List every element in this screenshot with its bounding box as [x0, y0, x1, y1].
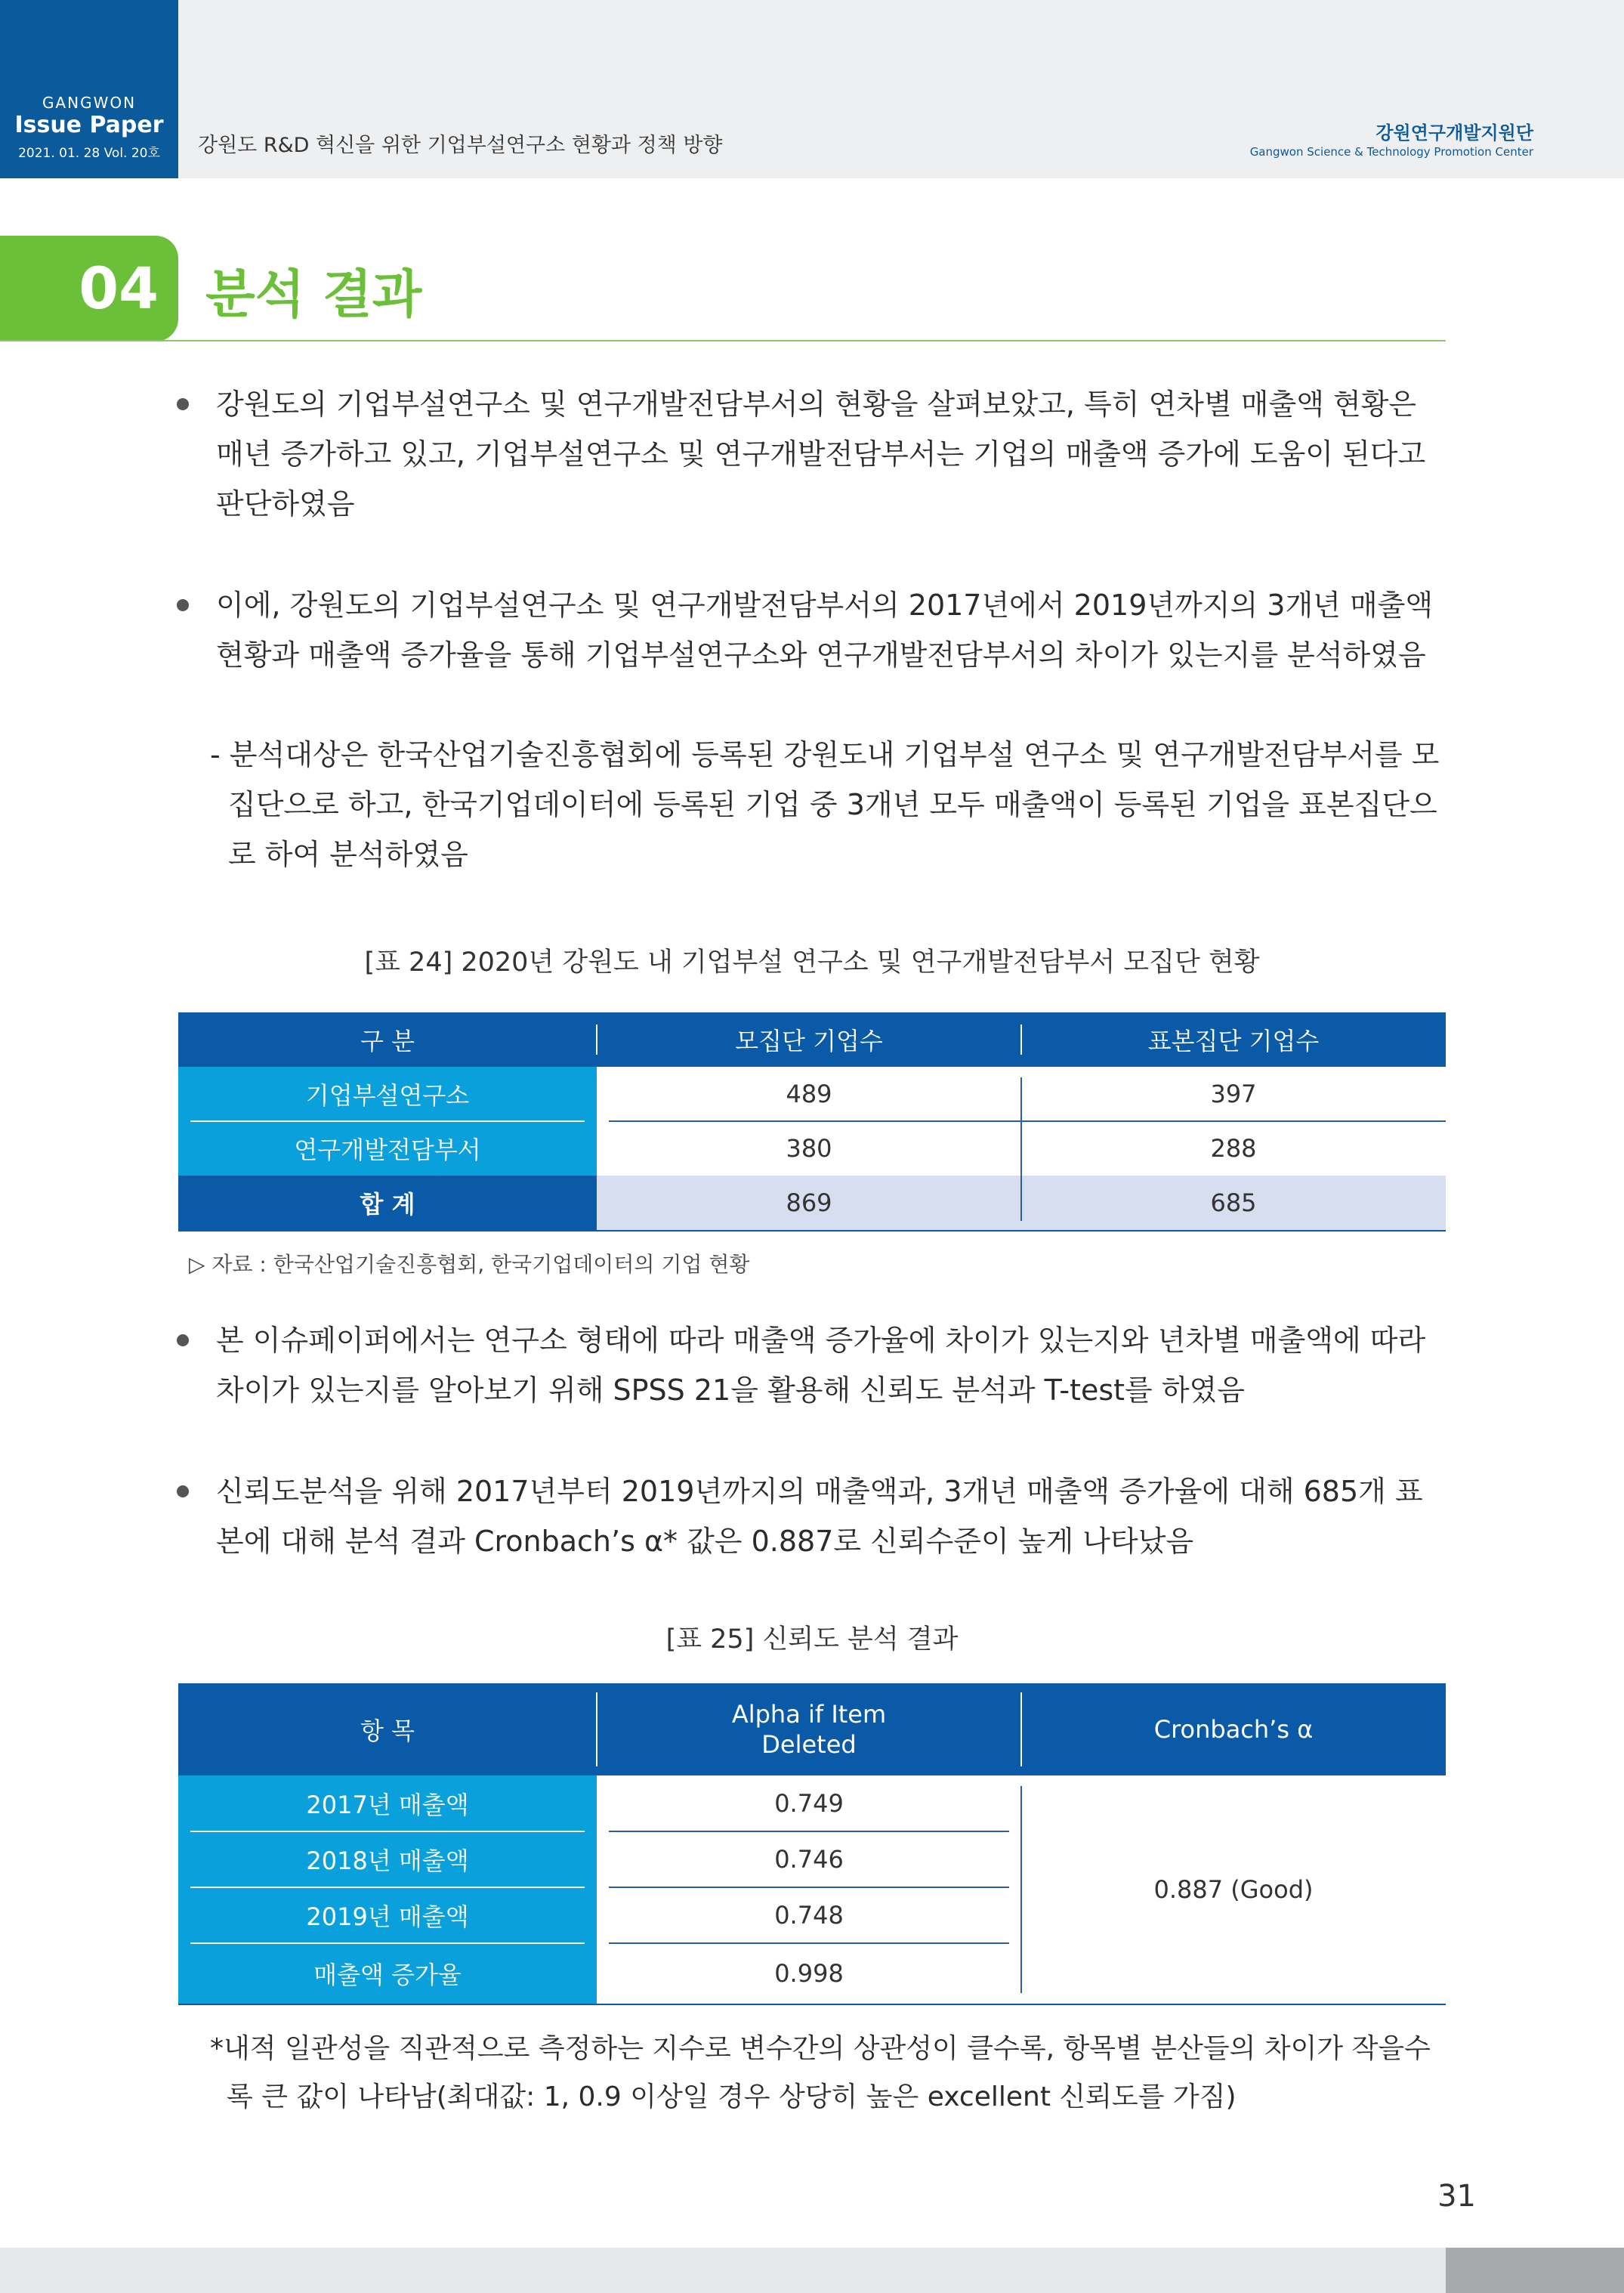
- header-alpha-line1: Alpha if Item: [731, 1700, 887, 1729]
- header-title: 강원도 R&D 혁신을 위한 기업부설연구소 현황과 정책 방향: [198, 134, 723, 157]
- table-bottom-rule: [178, 2004, 1446, 2005]
- header-category: 구 분: [360, 1027, 415, 1055]
- bullet-dot: [177, 599, 189, 611]
- table-row: [178, 1121, 1446, 1176]
- table-bottom-rule: [178, 1230, 1446, 1231]
- header-alpha-if-deleted: [597, 1683, 1021, 1775]
- footer-bar-accent: [1446, 2248, 1624, 2293]
- paragraph-2-sub: - 분석대상은 한국산업기술진흥협회에 등록된 강원도내 기업부설 연구소 및 연구개발전담부서를 모집단으로 하고, 한국기업데이터에 등록된 기업 중 3개년 모두 매출액이 등록된 기업을 표본집단으로 하여 분석하였음: [210, 738, 1440, 871]
- header-item: 항 목: [360, 1717, 415, 1745]
- column-divider: [1020, 1786, 1022, 1993]
- row-label: 2019년 매출액: [178, 1887, 597, 1943]
- row-divider: [190, 1887, 585, 1888]
- bullet-dot: [177, 1334, 189, 1346]
- paragraph-2: 이에, 강원도의 기업부설연구소 및 연구개발전담부서의 2017년에서 2019년까지의 3개년 매출액 현황과 매출액 증가율을 통해 기업부설연구소와 연구개발전담부서의 차이가 있는지를 분석하였음: [216, 589, 1434, 672]
- row-divider: [190, 1942, 585, 1944]
- row-alpha-value: 0.748: [774, 1901, 844, 1930]
- header-separator: [596, 1024, 597, 1055]
- table-header-row: [178, 1012, 1446, 1067]
- row-divider: [609, 1942, 1009, 1944]
- row-label: 기업부설연구소: [178, 1067, 597, 1121]
- header-cronbach: Cronbach’s α: [1153, 1715, 1314, 1744]
- table-24-source: ▷ 자료 : 한국산업기술진흥협회, 한국기업데이터의 기업 현황: [189, 1252, 750, 1277]
- section-title: 분석 결과: [205, 265, 422, 325]
- total-sample-value: 685: [1021, 1176, 1446, 1230]
- paragraph-1: 강원도의 기업부설연구소 및 연구개발전담부서의 현황을 살펴보았고, 특히 연차별 매출액 현황은 매년 증가하고 있고, 기업부설연구소 및 연구개발전담부서는 기업의 매출액 증가에 도움이 된다고 판단하였음: [216, 388, 1426, 521]
- row-divider: [190, 1120, 585, 1122]
- paragraph-3: 본 이슈페이퍼에서는 연구소 형태에 따라 매출액 증가율에 차이가 있는지와 년차별 매출액에 따라 차이가 있는지를 알아보기 위해 SPSS 21을 활용해 신뢰도 분석과 T-test를 하였음: [216, 1324, 1426, 1407]
- total-label: 합 계: [178, 1176, 597, 1230]
- row-alpha-value: 0.998: [774, 1959, 844, 1988]
- row-alpha-value: 0.746: [774, 1845, 844, 1874]
- row-label: 연구개발전담부서: [178, 1121, 597, 1176]
- org-name-korean: 강원연구개발지원단: [1375, 122, 1533, 144]
- table-total-row: [178, 1176, 1446, 1230]
- section-divider: [0, 340, 1446, 341]
- table-24-caption: [표 24] 2020년 강원도 내 기업부설 연구소 및 연구개발전담부서 모집단 현황: [364, 947, 1260, 978]
- footer-bar: [0, 2248, 1446, 2293]
- page-header: [0, 0, 1624, 178]
- total-population-value: 869: [597, 1176, 1021, 1230]
- org-name-english: Gangwon Science & Technology Promotion Center: [1249, 145, 1533, 159]
- table-header-row: [178, 1683, 1446, 1775]
- row-label: 2017년 매출액: [178, 1775, 597, 1831]
- row-sample-value: 288: [1210, 1134, 1257, 1163]
- brand-gangwon: GANGWON: [42, 94, 137, 112]
- brand-block: [0, 0, 178, 178]
- header-separator: [1020, 1692, 1022, 1766]
- row-divider: [609, 1831, 1009, 1832]
- row-label: 2018년 매출액: [178, 1831, 597, 1887]
- header-separator: [1020, 1024, 1022, 1055]
- cronbach-value: 0.887 (Good): [1153, 1875, 1314, 1904]
- bullet-dot: [177, 1485, 189, 1497]
- row-population-value: 489: [786, 1080, 832, 1108]
- bullet-dot: [177, 398, 189, 410]
- table-25-note: *내적 일관성을 직관적으로 측정하는 지수로 변수간의 상관성이 클수록, 항목별 분산들의 차이가 작을수록 큰 값이 나타남(최대값: 1, 0.9 이상일 경우 상당히 높은 excellent 신뢰도를 가짐): [210, 2033, 1431, 2112]
- section-number: 04: [0, 236, 178, 341]
- table-row: [178, 1067, 1446, 1121]
- row-alpha-value: 0.749: [774, 1789, 844, 1818]
- header-sample: 표본집단 기업수: [1147, 1027, 1320, 1055]
- row-divider: [609, 1120, 1446, 1122]
- table-25: [178, 1683, 1446, 2005]
- brand-issue-paper: Issue Paper: [14, 112, 164, 138]
- row-label: 매출액 증가율: [178, 1943, 597, 2004]
- column-divider: [1020, 1077, 1022, 1221]
- header-population: 모집단 기업수: [735, 1027, 883, 1055]
- row-population-value: 380: [786, 1134, 832, 1163]
- table-25-caption: [표 25] 신뢰도 분석 결과: [665, 1624, 959, 1655]
- row-divider: [190, 1831, 585, 1832]
- paragraph-4: 신뢰도분석을 위해 2017년부터 2019년까지의 매출액과, 3개년 매출액 증가율에 대해 685개 표본에 대해 분석 결과 Cronbach’s α* 값은 0.887로 신뢰수준이 높게 나타났음: [216, 1475, 1423, 1558]
- header-alpha-line2: Deleted: [761, 1730, 857, 1759]
- header-separator: [596, 1692, 597, 1766]
- brand-date: 2021. 01. 28 Vol. 20호: [18, 146, 160, 161]
- row-divider: [609, 1887, 1009, 1888]
- table-24: [178, 1012, 1446, 1231]
- row-sample-value: 397: [1210, 1080, 1257, 1108]
- page-number: 31: [1437, 2179, 1476, 2214]
